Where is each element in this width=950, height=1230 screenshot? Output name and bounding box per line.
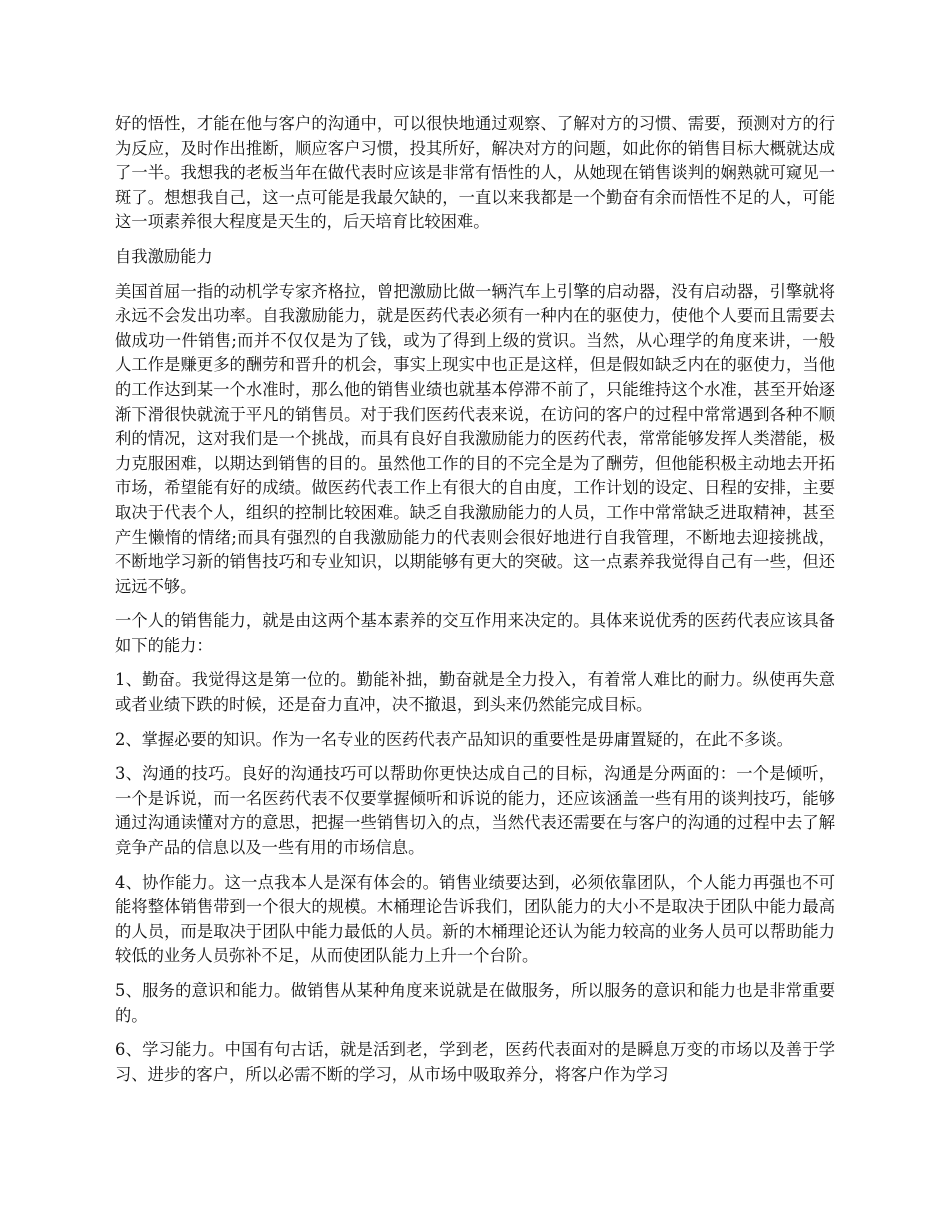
document-page (115, 112, 835, 1097)
list-item-diligence: 1、勤奋。我觉得这是第一位的。勤能补拙，勤奋就是全力投入，有着常人难比的耐力。纵使再失意或者业绩下跌的时候，还是奋力直冲，决不撤退，到头来仍然能完成目标。 (115, 670, 835, 715)
paragraph-self-motivation: 美国首屈一指的动机学专家齐格拉，曾把激励比做一辆汽车上引擎的启动器，没有启动器，引擎就将永远不会发出功率。自我激励能力，就是医药代表必须有一种内在的驱使力，使他个人要而且需要去做成功一件销售;而并不仅仅是为了钱，或为了得到上级的赏识。当然，从心理学的角度来讲，一般人工作是赚更多的酬劳和晋升的机会，事实上现实中也正是这样，但是假如缺乏内在的驱使力，当他的工作达到某一个水准时，那么他的销售业绩也就基本停滞不前了，只能维持这个水准，甚至开始逐渐下滑很快就流于平凡的销售员。对于我们医药代表来说，在访问的客户的过程中常常遇到各种不顺利的情况，这对我们是一个挑战，而具有良好自我激励能力的医药代表，常常能够发挥人类潜能，极力克服困难，以期达到销售的目的。虽然他工作的目的不完全是为了酬劳，但他能积极主动地去开拓市场，希望能有好的成绩。做医药代表工作上有很大的自由度，工作计划的设定、日程的安排，主要取决于代表个人，组织的控制比较困难。缺乏自我激励能力的人员，工作中常常缺乏进取精神，甚至产生懒惰的情绪;而具有强烈的自我激励能力的代表则会很好地进行自我管理，不断地去迎接挑战，不断地学习新的销售技巧和专业知识，以期能够有更大的突破。这一点素养我觉得自己有一些，但还远远不够。 (115, 281, 835, 596)
list-item-knowledge: 2、掌握必要的知识。作为一名专业的医药代表产品知识的重要性是毋庸置疑的，在此不多谈。 (115, 729, 793, 749)
list-item-learning: 6、学习能力。中国有句古话，就是活到老，学到老，医药代表面对的是瞬息万变的市场以及善于学习、进步的客户，所以必需不断的学习，从市场中吸取养分，将客户作为学习 (115, 1040, 835, 1084)
list-item-communication: 3、沟通的技巧。良好的沟通技巧可以帮助你更快达成自己的目标，沟通是分两面的：一个是倾听，一个是诉说，而一名医药代表不仅要掌握倾听和诉说的能力，还应该涵盖一些有用的谈判技巧，能够通过沟通读懂对方的意思，把握一些销售切入的点，当然代表还需要在与客户的沟通的过程中去了解竞争产品的信息以及一些有用的市场信息。 (115, 764, 835, 858)
section-heading-self-motivation: 自我激励能力 (115, 246, 213, 266)
list-item-service: 5、服务的意识和能力。做销售从某种角度来说就是在做服务，所以服务的意识和能力也是非常重要的。 (115, 981, 835, 1025)
paragraph-sales-ability: 一个人的销售能力，就是由这两个基本素养的交互作用来决定的。具体来说优秀的医药代表应该具备如下的能力： (115, 611, 835, 655)
paragraph-intro-insight: 好的悟性，才能在他与客户的沟通中，可以很快地通过观察、了解对方的习惯、需要，预测对方的行为反应，及时作出推断，顺应客户习惯，投其所好，解决对方的问题，如此你的销售目标大概就达成了一半。我想我的老板当年在做代表时应该是非常有悟性的人，从她现在销售谈判的娴熟就可窥见一斑了。想想我自己，这一点可能是我最欠缺的，一直以来我都是一个勤奋有余而悟性不足的人，可能这一项素养很大程度是天生的，后天培育比较困难。 (115, 114, 835, 232)
list-item-teamwork: 4、协作能力。这一点我本人是深有体会的。销售业绩要达到，必须依靠团队，个人能力再强也不可能将整体销售带到一个很大的规模。木桶理论告诉我们，团队能力的大小不是取决于团队中能力最高的人员，而是取决于团队中能力最低的人员。新的木桶理论还认为能力较高的业务人员可以帮助能力较低的业务人员弥补不足，从而使团队能力上升一个台阶。 (115, 872, 835, 966)
